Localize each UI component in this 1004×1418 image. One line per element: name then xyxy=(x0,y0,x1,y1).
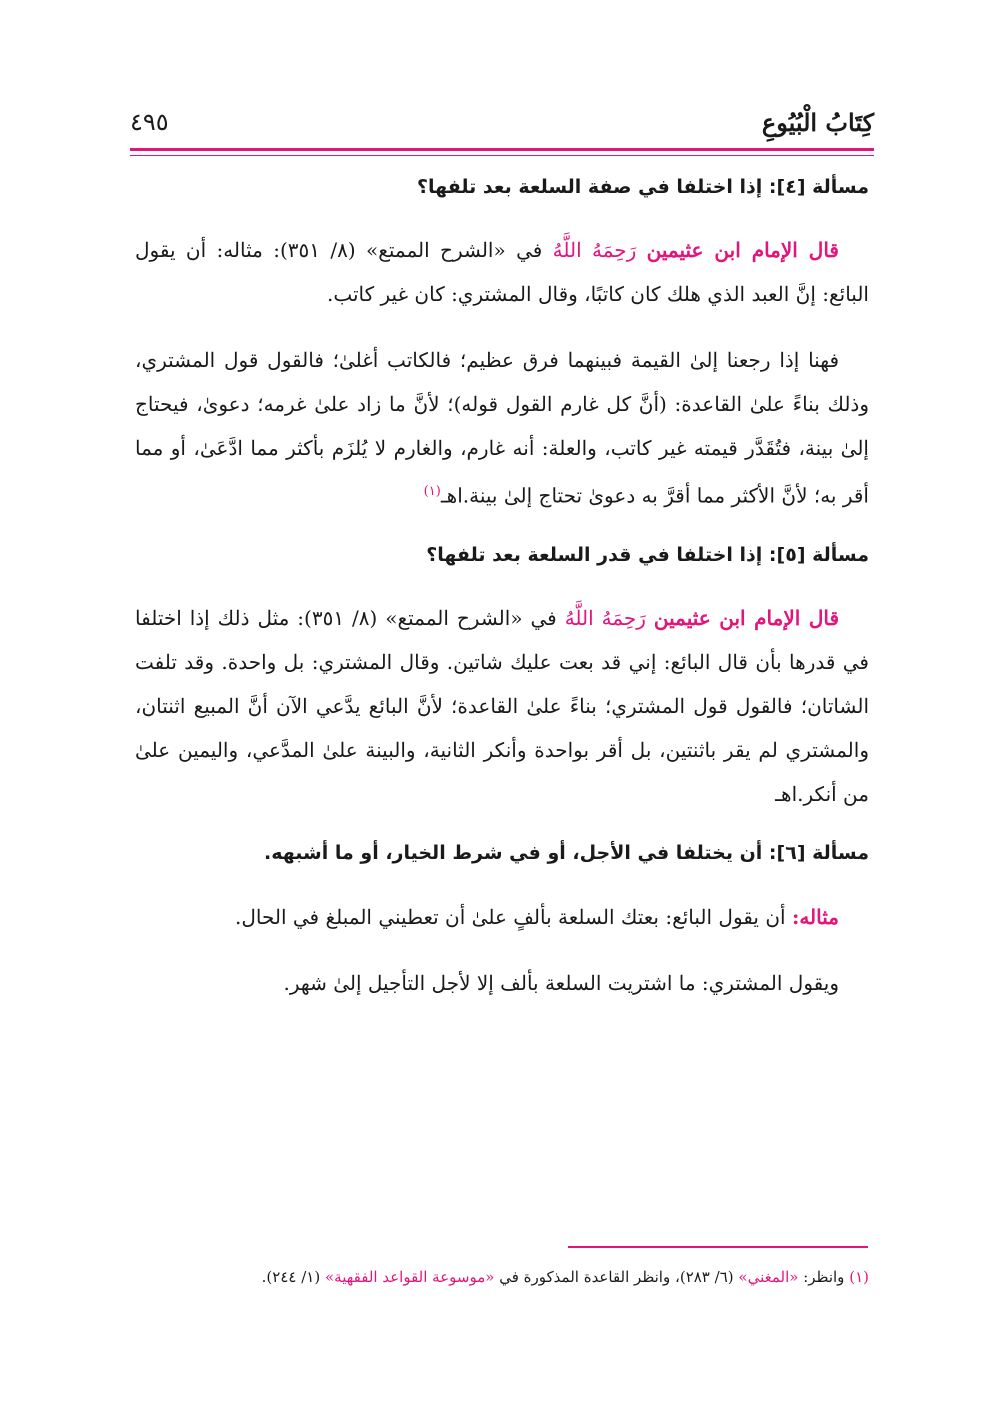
scholar-name: قال الإمام ابن عثيمين xyxy=(653,606,840,631)
running-title: كِتَابُ الْبُيُوعِ xyxy=(761,108,874,137)
paragraph-text: ويقول المشتري: ما اشتريت السلعة بألف إلا لأجل التأجيل إلىٰ شهر. xyxy=(283,970,839,995)
scholar-name: قال الإمام ابن عثيمين xyxy=(646,238,839,263)
footnote-number: (١) xyxy=(849,1268,869,1286)
footnote-ref[interactable]: (١) xyxy=(423,484,441,500)
header-rule-thin xyxy=(130,155,874,156)
paragraph-text: (٨/ ٣٥١): مثاله: أن يقول البائع: إنَّ العبد الذي هلك كان كاتبًا، وقال المشتري: كان غير كاتب. xyxy=(135,238,869,307)
paragraph-1 xyxy=(135,228,869,316)
question-5-heading: مسألة [٥]: إذا اختلفا في قدر السلعة بعد تلفها؟ xyxy=(426,544,869,567)
paragraph-text: فهنا إذا رجعنا إلىٰ القيمة فبينهما فرق عظيم؛ فالكاتب أغلىٰ؛ فالقول قول المشتري، وذلك بناءً علىٰ القاعدة: (أنَّ كل غارم القول قوله)؛ لأنَّ ما زاد علىٰ غرمه؛ دعوىٰ، فيحتاج إلىٰ بينة، فتُقَدَّر قيمته غير كاتب، والعلة: أنه غارم، والغارم لا يُلزَم بأكثر مما ادَّعَىٰ، أو مما أقر به؛ لأنَّ الأكثر مما أقرَّ به دعوىٰ تحتاج إلىٰ بينة.اهـ xyxy=(135,348,869,509)
footnote-source-1: «المغني» xyxy=(738,1268,799,1286)
paragraph-4 xyxy=(135,895,869,939)
paragraph-text: (٨/ ٣٥١): مثل ذلك إذا اختلفا في قدرها بأن قال البائع: إني قد بعت عليك شاتين. وقال المشتري: بل واحدة. وقد تلفت الشاتان؛ فالقول قول المشتري؛ بناءً علىٰ القاعدة؛ لأنَّ البائع يدَّعي الآن أنَّ المبيع اثنتان، والمشتري لم يقر باثنتين، بل أقر بواحدة وأنكر الثانية، والبينة علىٰ المدَّعي، واليمين علىٰ من أنكر.اهـ xyxy=(135,606,869,807)
footnote-pre: وانظر: xyxy=(803,1268,845,1286)
paragraph-text: أن يقول البائع: بعتك السلعة بألفٍ علىٰ أن تعطيني المبلغ في الحال. xyxy=(234,904,786,929)
footnote-mid: (٦/ ٢٨٣)، وانظر القاعدة المذكورة في xyxy=(499,1268,734,1286)
paragraph-5 xyxy=(135,961,869,1005)
honorific: رَحِمَهُ اللَّهُ xyxy=(552,238,637,263)
footnote-source-2: «موسوعة القواعد الفقهية» xyxy=(324,1268,495,1286)
paragraph-2 xyxy=(135,338,869,518)
paragraph-3 xyxy=(135,596,869,816)
source-title: «الشرح الممتع» xyxy=(385,606,523,631)
footnote-rule xyxy=(568,1246,868,1248)
honorific: رَحِمَهُ اللَّهُ xyxy=(564,606,646,631)
example-label: مثاله: xyxy=(791,904,839,929)
header-rule-thick xyxy=(130,148,874,151)
footnote-post: (١/ ٢٤٤). xyxy=(261,1268,321,1286)
preposition: في xyxy=(530,606,557,631)
preposition: في xyxy=(516,238,543,263)
page-number: ٤٩٥ xyxy=(130,108,169,136)
question-6-heading: مسألة [٦]: أن يختلفا في الأجل، أو في شرط الخيار، أو ما أشبهه. xyxy=(264,842,869,865)
page-body xyxy=(135,172,869,1027)
page-header xyxy=(130,108,874,148)
footnote xyxy=(135,1266,869,1289)
question-4-heading: مسألة [٤]: إذا اختلفا في صفة السلعة بعد تلفها؟ xyxy=(417,176,869,198)
source-title: «الشرح الممتع» xyxy=(366,238,506,263)
